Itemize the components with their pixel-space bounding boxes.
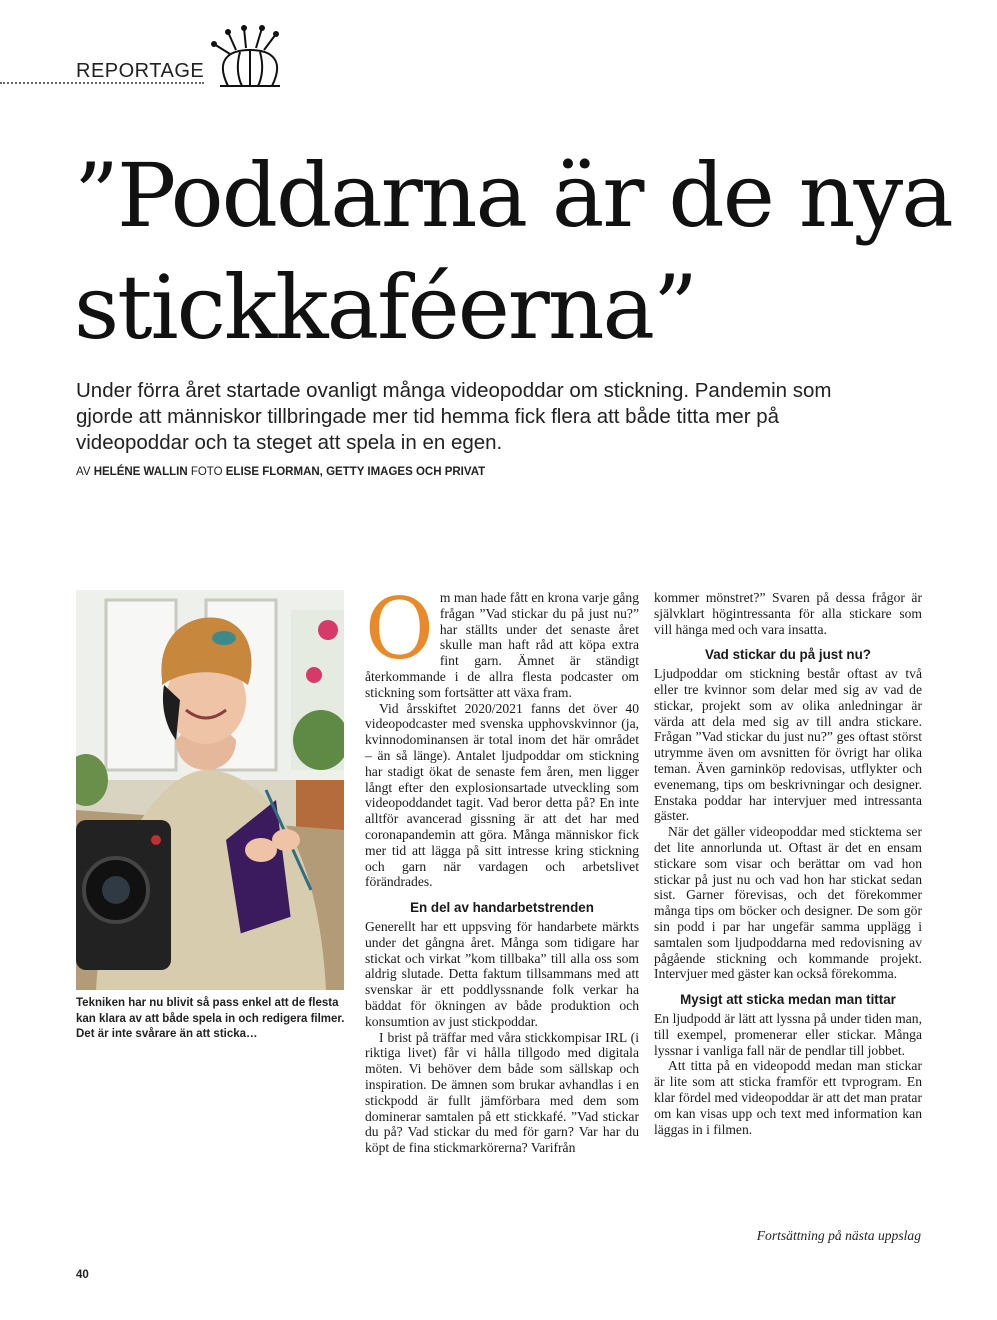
subheading: Mysigt att sticka medan man tittar xyxy=(680,992,896,1008)
photo-caption: Tekniken har nu blivit så pass enkel att de flesta kan klara av att både spela in och redigera filmer. Det är inte svårare än att sticka… xyxy=(76,997,345,1040)
byline xyxy=(76,466,485,478)
byline-foto-label: FOTO xyxy=(190,466,223,478)
body-paragraph: I brist på träffar med våra stickkompisar IRL (i riktiga livet) får vi hålla tillgodo med digitala möten. Vi behöver dem både som sällskap och inspiration. De ämnen som brukar avhandlas i en stickpodd är fullt jämförbara med dem som dominerar samtalen på ett stickkafé. ”Vad stickar du på? Vad stickar du med för garn? Var har du köpt de fina stickmarkörerna? Varifrån xyxy=(365,1029,639,1156)
article-column-1 xyxy=(365,580,639,1156)
body-paragraph: När det gäller videopoddar med sticktema ser det lite annorlunda ut. Oftast är det en ensam stickare som visar och berättar om vad hon stickar på just nu och vad hon har stickat sedan sist. Garner förevisas, och det förekommer många tips om böcker och designer. De som gör sin podd i par har ungefär samma upplägg i samtalen som ljudpoddarna med redovisning av pågående stickning och kommande projekt. Intervjuer med gäster kan också förekomma. xyxy=(654,824,922,982)
body-paragraph: En ljudpodd är lätt att lyssna på under tiden man, till exempel, promenerar eller stickar. Många lyssnar i vanliga fall när de pendlar till jobbet. xyxy=(654,1010,922,1058)
byline-av-label: AV xyxy=(76,466,91,478)
section-label: REPORTAGE xyxy=(76,60,205,82)
byline-photographers: ELISE FLORMAN, GETTY IMAGES OCH PRIVAT xyxy=(225,466,486,478)
body-paragraph: Att titta på en videopodd medan man stickar är lite som att sticka framför ett tvprogram. En klar fördel med videopoddar är att det man pratar om kan visas upp och text med information kan läggas in i filmen. xyxy=(654,1058,922,1137)
ingress: Under förra året startade ovanligt många videopoddar om stickning. Pandemin som gjorde att människor tillbringade mer tid hemma fick flera att både titta mer på videopoddar och ta steget att spela in en egen. xyxy=(76,379,832,454)
knitting-photo xyxy=(76,590,344,990)
body-paragraph: Vid årsskiftet 2020/2021 fanns det över 40 videopodcaster med svenska upphovskvinnor (ja, kvinnodominansen är total inom det här området – än så länge). Antalet ljudpoddar om stickning har stadigt ökat de senaste fem åren, men ligger långt efter den explosionsartade utveckling som videopoddandet tagit. Vad beror detta på? En inte alltför avancerad gissning är att det har med coronapandemin att göra. Många människor fick mer tid att lägga på sitt intresse kring stickning och garn när vardagen och arbetslivet förändrades. xyxy=(365,700,639,890)
page-number: 40 xyxy=(76,1269,89,1281)
pincushion-icon xyxy=(206,22,292,90)
body-paragraph: Generellt har ett uppsving för handarbete märkts under det gångna året. Många som tidigare har stickat och virkat ”kom tillbaka” till alla oss som aldrig slutade. Detta faktum tillsammans med att svenskar är ett poddlyssnande folk verkar ha bäddat för ökningen av både produktion och konsumtion av just stickpoddar. xyxy=(365,918,639,1029)
byline-author: HELÉNE WALLIN xyxy=(93,466,188,478)
drop-cap: O xyxy=(365,580,434,678)
article-column-2 xyxy=(654,590,922,1137)
body-paragraph: kommer mönstret?” Svaren på dessa frågor är självklart högintressanta för alla stickare som vill hänga med och vara insatta. xyxy=(654,590,922,637)
body-paragraph: Ljudpoddar om stickning består oftast av två eller tre kvinnor som delar med sig av vad de stickar, projekt som av olika anledningar är värda att dela med sig av till andra stickare. Frågan ”Vad stickar du just nu?” ges oftast störst utrymme även om avsnitten för övrigt har olika teman. Även garninköp redovisas, utflykter och evenemang, tips om beskrivningar och designer. Enstaka poddar har intervjuer med intressanta gäster. xyxy=(654,666,922,824)
subheading: En del av handarbetstrenden xyxy=(410,900,594,916)
dotted-rule xyxy=(0,82,204,84)
subheading: Vad stickar du på just nu? xyxy=(705,647,871,663)
body-paragraph: m man hade fått en krona varje gång frågan ”Vad stickar du på just nu?” har ställts under det senaste året skulle man haft råd att köpa extra fint garn. Ämnet är ständigt återkommande i de allra flesta podcaster om stickning som fortsätter att växa fram. xyxy=(365,590,639,700)
continuation-note: Fortsättning på nästa uppslag xyxy=(756,1228,921,1243)
headline: ”Poddarna är de nya stickkaféerna” xyxy=(74,144,952,359)
